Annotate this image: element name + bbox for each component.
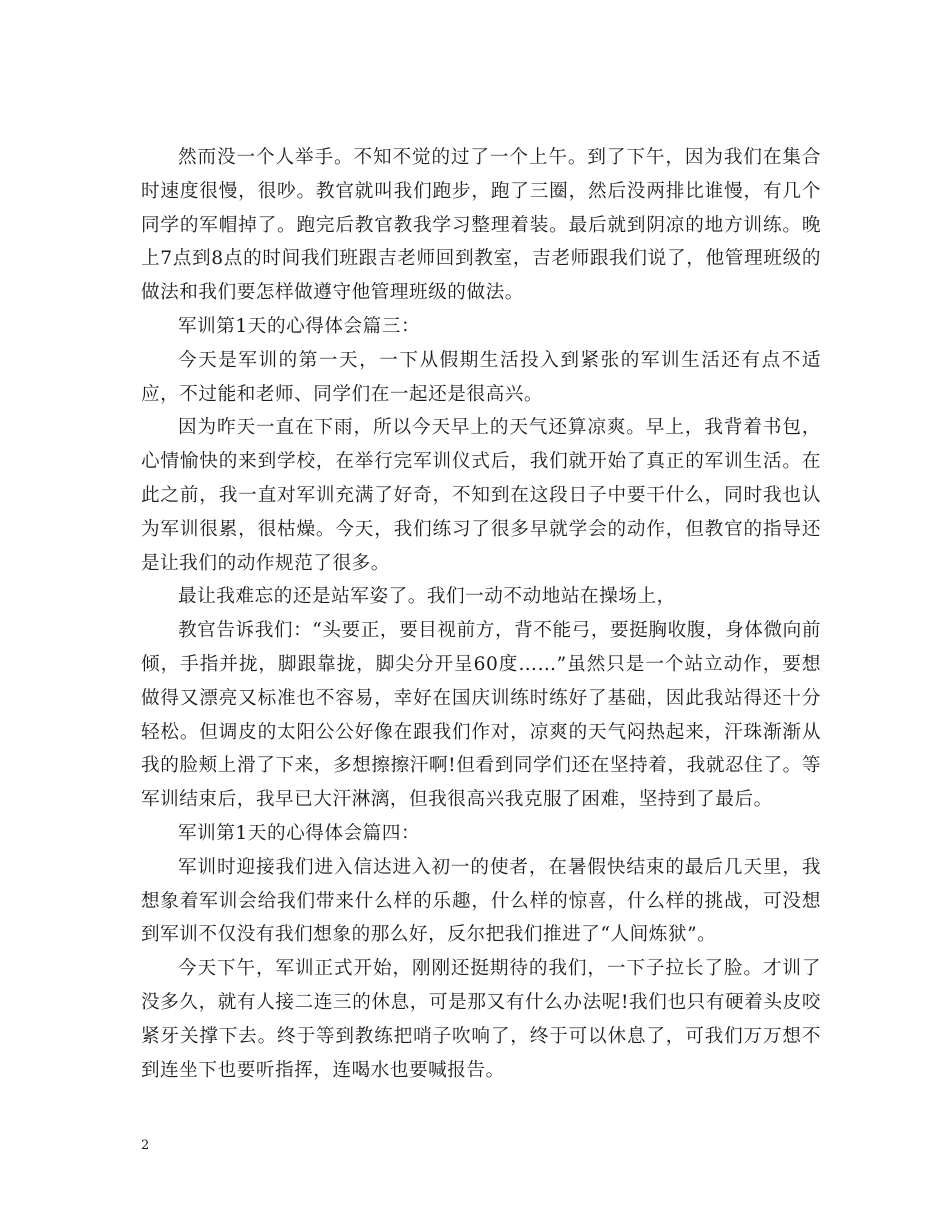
paragraph-5: 教官告诉我们：“头要正，要目视前方，背不能弓，要挺胸收腹，身体微向前倾，手指并拢，脚跟靠拢，脚尖分开呈60度……”虽然只是一个站立动作，要想做得又漂亮又标准也不容易，幸好在国庆训练时练好了基础，因此我站得还十分轻松。但调皮的太阳公公好像在跟我们作对，凉爽的天气闷热起来，汗珠渐渐从我的脸颊上滑了下来，多想擦擦汗啊!但看到同学们还在坚持着，我就忍住了。等军训结束后，我早已大汗淋漓，但我很高兴我克服了困难，坚持到了最后。 xyxy=(141,620,821,811)
page-number: 2 xyxy=(141,1138,150,1153)
document-body xyxy=(141,141,821,1087)
section-heading-3: 军训第1天的心得体会篇三： xyxy=(178,315,421,337)
paragraph-6: 军训时迎接我们进入信达进入初一的使者，在暑假快结束的最后几天里，我想象着军训会给我们带来什么样的乐趣，什么样的惊喜，什么样的挑战，可没想到军训不仅没有我们想象的那么好，反尔把我们推进了“人间炼狱”。 xyxy=(141,856,821,946)
paragraph-4: 最让我难忘的还是站军姿了。我们一动不动地站在操场上， xyxy=(178,586,676,608)
paragraph-1: 然而没一个人举手。不知不觉的过了一个上午。到了下午，因为我们在集合时速度很慢，很吵。教官就叫我们跑步，跑了三圈，然后没两排比谁慢，有几个同学的军帽掉了。跑完后教官教我学习整理着装。最后就到阴凉的地方训练。晚上7点到8点的时间我们班跟吉老师回到教室，吉老师跟我们说了，他管理班级的做法和我们要怎样做遵守他管理班级的做法。 xyxy=(141,147,821,304)
paragraph-3: 因为昨天一直在下雨，所以今天早上的天气还算凉爽。早上，我背着书包，心情愉快的来到学校，在举行完军训仪式后，我们就开始了真正的军训生活。在此之前，我一直对军训充满了好奇，不知到在这段日子中要干什么，同时我也认为军训很累，很枯燥。今天，我们练习了很多早就学会的动作，但教官的指导还是让我们的动作规范了很多。 xyxy=(141,417,821,574)
paragraph-7: 今天下午，军训正式开始，刚刚还挺期待的我们，一下子拉长了脸。才训了没多久，就有人接二连三的休息，可是那又有什么办法呢!我们也只有硬着头皮咬紧牙关撑下去。终于等到教练把哨子吹响了，终于可以休息了，可我们万万想不到连坐下也要听指挥，连喝水也要喊报告。 xyxy=(141,958,821,1081)
paragraph-2: 今天是军训的第一天，一下从假期生活投入到紧张的军训生活还有点不适应，不过能和老师、同学们在一起还是很高兴。 xyxy=(141,349,821,405)
section-heading-4: 军训第1天的心得体会篇四： xyxy=(178,822,421,844)
